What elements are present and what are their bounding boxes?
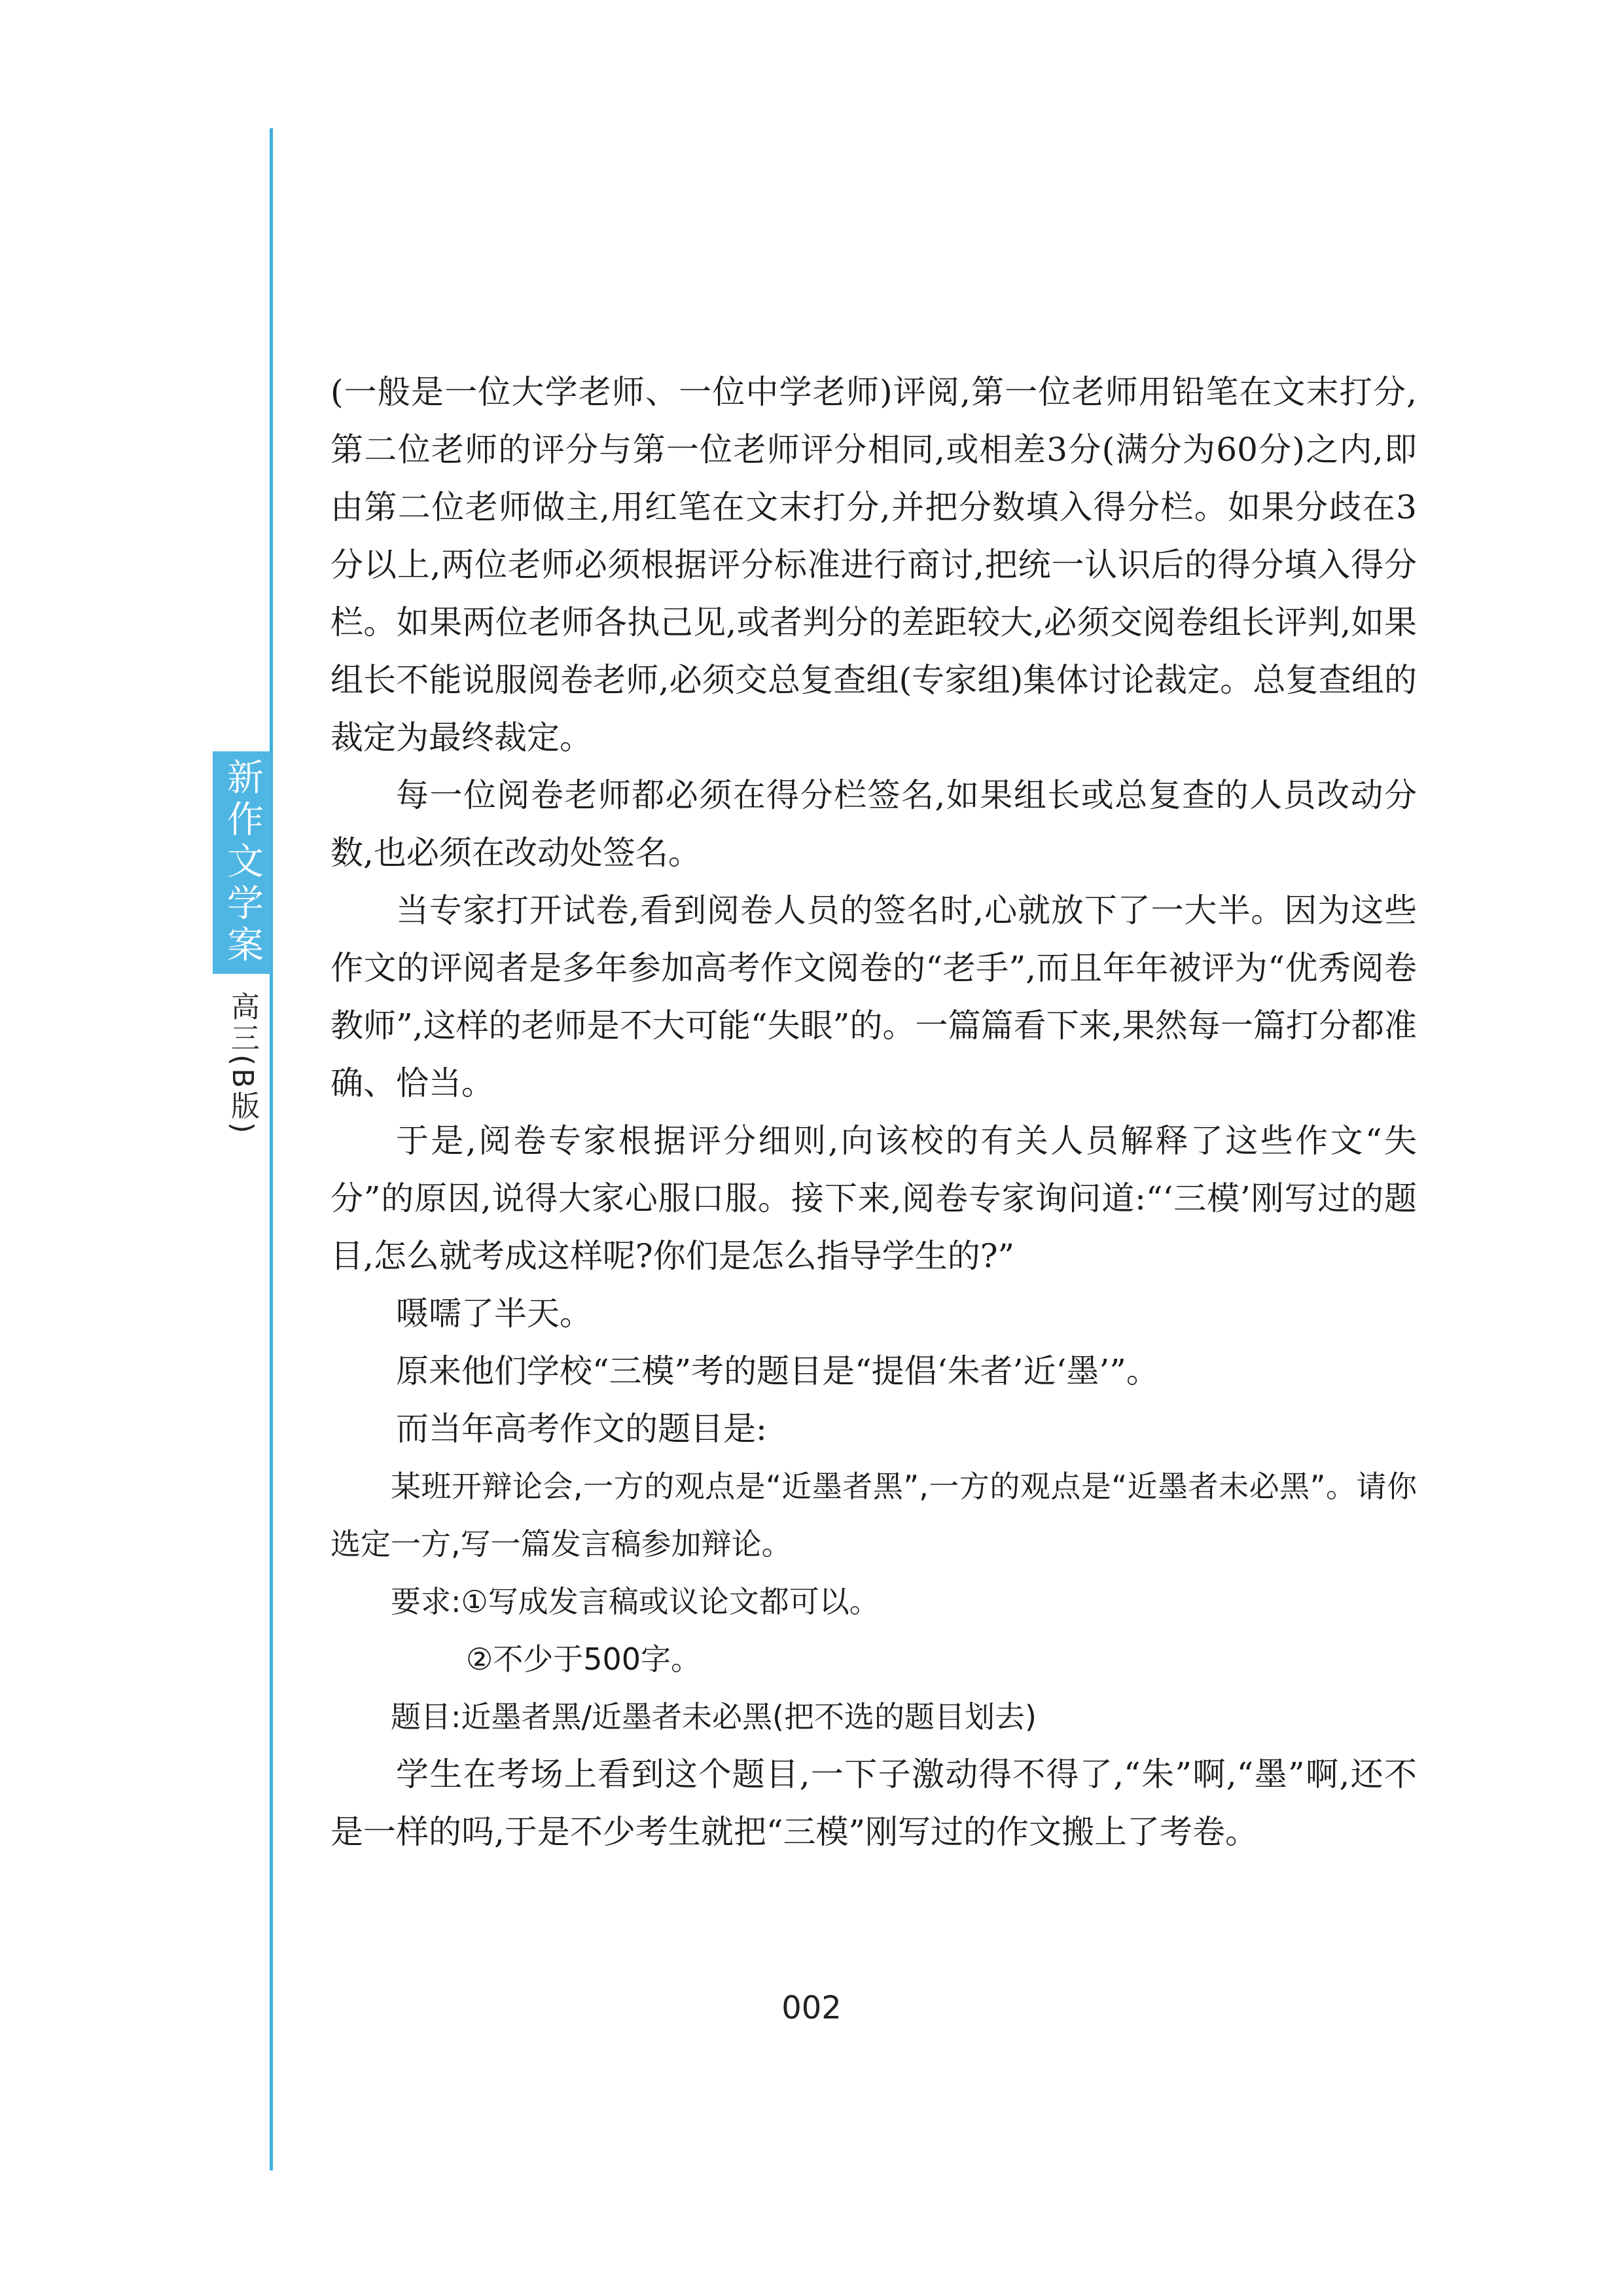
book-title: 新作文学案 bbox=[221, 758, 264, 967]
body-text bbox=[330, 363, 1417, 1861]
requirement-2: ②不少于500字。 bbox=[466, 1641, 702, 1677]
essay-prompt: 某班开辩论会,一方的观点是“近墨者黑”,一方的观点是“近墨者未必黑”。请你选定一方,写一篇发言稿参加辩论。 bbox=[330, 1469, 1417, 1562]
book-edition-label bbox=[223, 992, 262, 1142]
paragraph-5: 嗫嚅了半天。 bbox=[396, 1295, 592, 1333]
paragraph-3: 当专家打开试卷,看到阅卷人员的签名时,心就放下了一大半。因为这些作文的评阅者是多年参加高考作文阅卷的“老手”,而且年年被评为“优秀阅卷教师”,这样的老师是不大可能“失眼”的。一篇篇看下来,果然每一篇打分都准确、恰当。 bbox=[330, 891, 1417, 1102]
paragraph-4: 于是,阅卷专家根据评分细则,向该校的有关人员解释了这些作文“失分”的原因,说得大家心服口服。接下来,阅卷专家询问道:“‘三模’刚写过的题目,怎么就考成这样呢?你们是怎么指导学生的?” bbox=[330, 1122, 1417, 1275]
book-edition: 高三(B版) bbox=[226, 992, 259, 1136]
closing-paragraph: 学生在考场上看到这个题目,一下子激动得不得了,“朱”啊,“墨”啊,还不是一样的吗,于是不少考生就把“三模”刚写过的作文搬上了考卷。 bbox=[330, 1755, 1417, 1851]
page-number: 002 bbox=[781, 1990, 842, 2026]
paragraph-6: 原来他们学校“三模”考的题目是“提倡‘朱者’近‘墨’”。 bbox=[396, 1352, 1159, 1390]
paragraph-1: (一般是一位大学老师、一位中学老师)评阅,第一位老师用铅笔在文末打分,第二位老师的评分与第一位老师评分相同,或相差3分(满分为60分)之内,即由第二位老师做主,用红笔在文末打分,并把分数填入得分栏。如果分歧在3分以上,两位老师必须根据评分标准进行商讨,把统一认识后的得分填入得分栏。如果两位老师各执己见,或者判分的差距较大,必须交阅卷组长评判,如果组长不能说服阅卷老师,必须交总复查组(专家组)集体讨论裁定。总复查组的裁定为最终裁定。 bbox=[330, 373, 1417, 757]
book-title-tab bbox=[213, 751, 272, 974]
essay-topic: 题目:近墨者黑/近墨者未必黑(把不选的题目划去) bbox=[391, 1699, 1037, 1734]
paragraph-2: 每一位阅卷老师都必须在得分栏签名,如果组长或总复查的人员改动分数,也必须在改动处签名。 bbox=[330, 776, 1417, 872]
margin-rule bbox=[270, 128, 273, 2170]
requirement-1: 要求:①写成发言稿或议论文都可以。 bbox=[391, 1584, 880, 1619]
paragraph-7: 而当年高考作文的题目是: bbox=[396, 1410, 767, 1448]
